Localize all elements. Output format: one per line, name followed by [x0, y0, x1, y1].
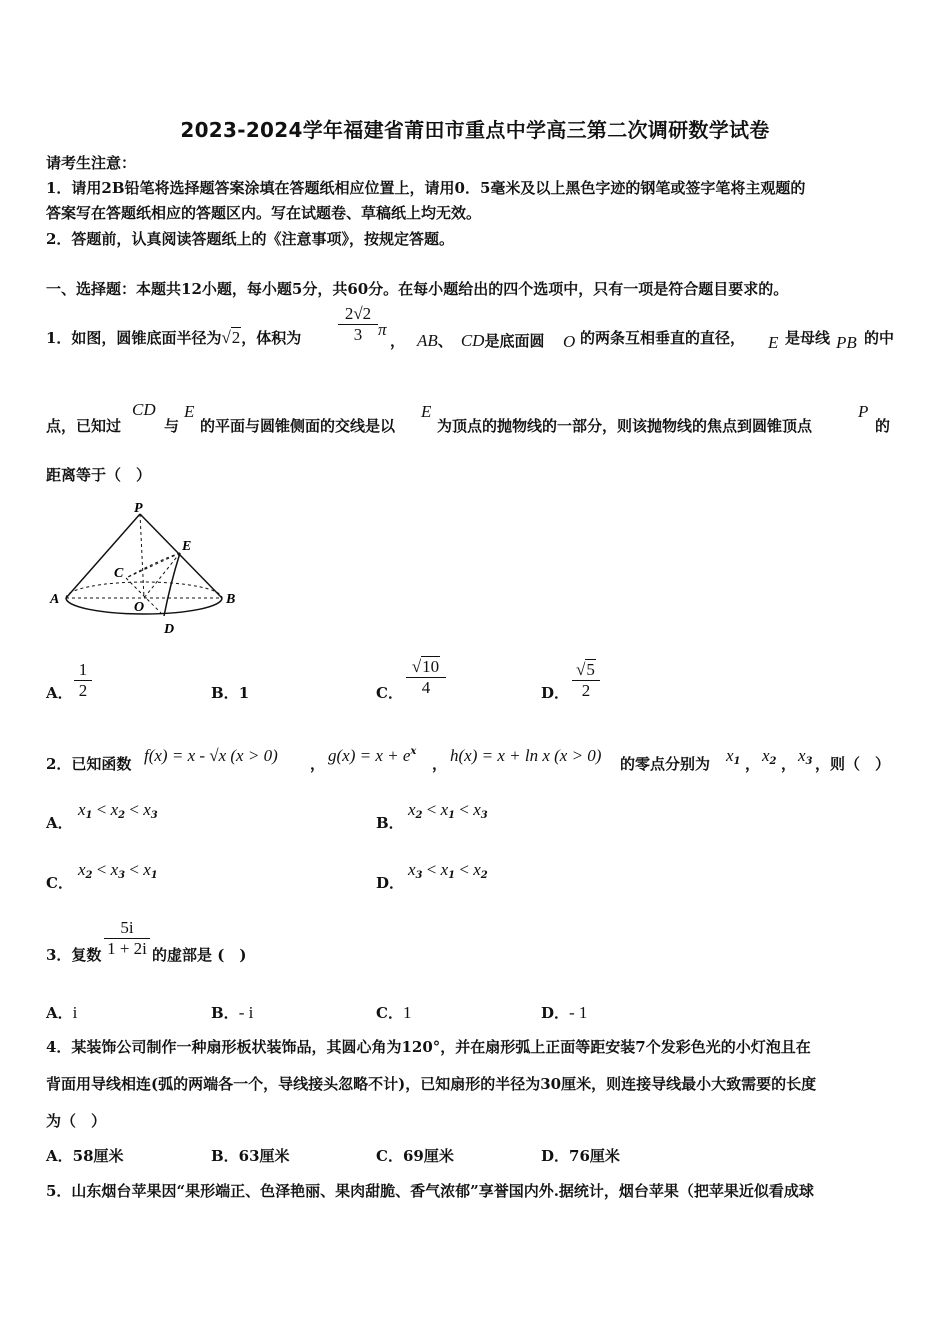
q2-comma-2: ， — [432, 755, 448, 773]
label-E: E — [182, 539, 192, 554]
notice-item-1-line-1: 1．请用2B铅笔将选择题答案涂填在答题纸相应位置上，请用0．5毫米及以上黑色字迹的钢笔或签字笔将主观题的 — [46, 179, 806, 197]
q2-comma-3: ， — [745, 755, 761, 773]
notice-heading: 请考生注意： — [46, 154, 137, 172]
q2-option-c-expr: $x_2 < x_3 < x_1$ — [78, 860, 158, 881]
q1-E-2: E — [184, 402, 195, 421]
q1-line-1e: 的中 — [864, 329, 895, 347]
q3-option-d[interactable]: D．- 1 — [541, 1003, 588, 1022]
q1-option-b[interactable]: B．1 — [211, 684, 250, 702]
q1-P: P — [858, 402, 869, 421]
q2-option-a[interactable]: A． — [46, 814, 73, 832]
q1-line-1d: 是母线 — [785, 329, 831, 347]
q2-function-g: $g(x) = x + e^x$ — [328, 746, 417, 765]
q2-option-d-expr: $x_3 < x_1 < x_2$ — [408, 860, 488, 881]
label-B: B — [226, 592, 236, 607]
q1-option-d[interactable]: D． — [541, 684, 570, 702]
q1-line-2a: 点，已知过 — [46, 417, 122, 435]
q4-line-2: 背面用导线相连(弧的两端各一个，导线接头忽略不计)，已知扇形的半径为30厘米，则连接导线最小大致需要的长度 — [46, 1075, 817, 1093]
q4-option-d[interactable]: D．76厘米 — [541, 1147, 620, 1165]
q3-option-a[interactable]: A．i — [46, 1003, 78, 1022]
q1-line-1: 1．如图，圆锥底面半径为√2，体积为 — [46, 328, 302, 347]
q2-x3: $x_3$ — [798, 746, 813, 767]
notice-item-2: 2．答题前，认真阅读答题纸上的《注意事项》，按规定答题。 — [46, 230, 454, 248]
q2-option-a-expr: $x_1 < x_2 < x_3$ — [78, 800, 158, 821]
label-O: O — [134, 600, 145, 615]
q3-fraction: $\frac{5i}{1 + 2i}$ — [104, 918, 150, 959]
q1-line-2d: 为顶点的抛物线的一部分，则该抛物线的焦点到圆锥顶点 — [437, 417, 813, 435]
q4-line-1: 4．某装饰公司制作一种扇形板状装饰品，其圆心角为120°，并在扇形弧上正面等距安装7个发彩色光的小灯泡且在 — [46, 1038, 811, 1056]
q2-x2: $x_2$ — [762, 746, 777, 767]
q2-option-b-expr: $x_2 < x_1 < x_3$ — [408, 800, 488, 821]
q2-line-1b: 的零点分别为 — [620, 755, 711, 773]
exam-title: 2023-2024学年福建省莆田市重点中学高三第二次调研数学试卷 — [180, 118, 770, 142]
q4-option-a[interactable]: A．58厘米 — [46, 1147, 124, 1165]
q1-option-c-fraction: $\frac{√10}{4}$ — [406, 657, 446, 698]
q1-line-2e: 的 — [875, 417, 891, 435]
q1-O: O — [563, 332, 576, 351]
q3-option-b[interactable]: B．- i — [211, 1003, 254, 1022]
q1-PB: PB — [836, 333, 857, 352]
q5-line-1: 5．山东烟台苹果因“果形端正、色泽艳丽、果肉甜脆、香气浓郁”享誉国内外.据统计，烟台苹果（把苹果近似看成球 — [46, 1182, 814, 1200]
q1-E-3: E — [421, 402, 432, 421]
q1-line-2c: 的平面与圆锥侧面的交线是以 — [200, 417, 396, 435]
cone-side-right — [140, 514, 222, 598]
q3-line-b: 的虚部是 ( ) — [152, 946, 247, 964]
label-C: C — [114, 566, 124, 581]
q1-pi: π — [378, 320, 387, 339]
q2-function-h: h(x) = x + ln x (x > 0) — [450, 746, 602, 765]
q1-E: E — [768, 333, 779, 352]
q1-option-a-fraction: $\frac{1}{2}$ — [74, 660, 92, 701]
q2-option-b[interactable]: B． — [376, 814, 404, 832]
cone-side-left — [66, 514, 140, 598]
q2-comma-4: ， — [781, 755, 797, 773]
q3-option-c[interactable]: C．1 — [376, 1003, 412, 1022]
q2-line-1c: ，则（ ） — [815, 755, 891, 773]
q1-volume-fraction: $\frac{2√2}{3}$ — [338, 304, 378, 345]
q1-option-d-fraction: $\frac{√5}{2}$ — [572, 660, 600, 701]
q2-comma-1: ， — [310, 755, 326, 773]
q2-x1: $x_1$ — [726, 746, 741, 767]
sqrt-2: √2 — [221, 328, 241, 347]
cone-figure — [44, 500, 244, 640]
q1-line-1b: ， AB、 CD是底面圆 — [390, 331, 545, 350]
q1-option-c[interactable]: C． — [376, 684, 403, 702]
segment-PO — [140, 514, 144, 598]
q2-function-f: f(x) = x - √x (x > 0) — [144, 746, 278, 765]
q2-option-c[interactable]: C． — [46, 874, 73, 892]
section-heading: 一、选择题：本题共12小题，每小题5分，共60分。在每小题给出的四个选项中，只有一项是符合题目要求的。 — [46, 280, 789, 298]
q1-option-a[interactable]: A． — [46, 684, 73, 702]
q1-line-3: 距离等于（ ） — [46, 466, 152, 484]
q1-CD-2: CD — [132, 400, 156, 419]
q4-line-3: 为（ ） — [46, 1112, 107, 1130]
q1-line-1c: 的两条互相垂直的直径， — [580, 329, 746, 347]
label-P: P — [134, 501, 143, 516]
label-A: A — [50, 592, 60, 607]
segment-EC — [126, 553, 180, 578]
q4-option-b[interactable]: B．63厘米 — [211, 1147, 290, 1165]
q4-option-c[interactable]: C．69厘米 — [376, 1147, 454, 1165]
q2-option-d[interactable]: D． — [376, 874, 405, 892]
notice-item-1-line-2: 答案写在答题纸相应的答题区内。写在试题卷、草稿纸上均无效。 — [46, 204, 482, 222]
q2-line-1a: 2．已知函数 — [46, 755, 132, 773]
q1-line-2b: 与 — [164, 417, 180, 435]
label-D: D — [164, 622, 175, 637]
q3-line-a: 3．复数 — [46, 946, 102, 964]
